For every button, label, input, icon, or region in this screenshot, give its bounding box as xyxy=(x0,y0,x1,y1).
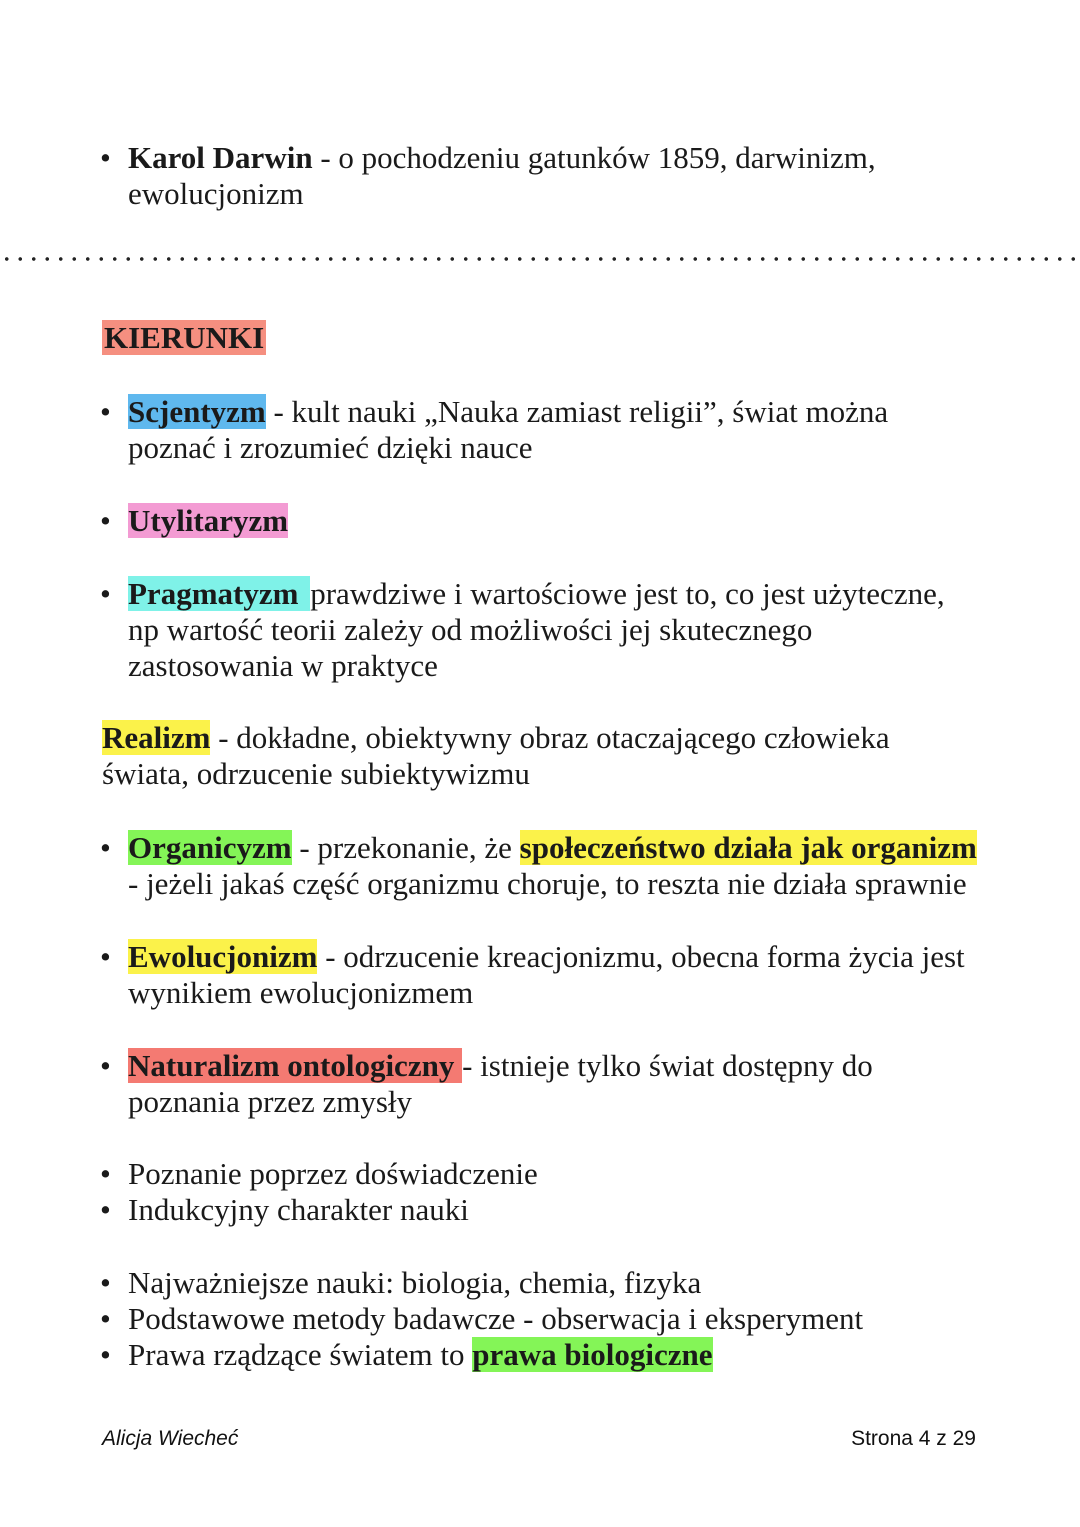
ewolucjonizm-term: Ewolucjonizm xyxy=(128,939,318,974)
realizm-text-2: świata, odrzucenie subiektywizmu xyxy=(102,756,530,791)
realizm-text: - dokładne, obiektywny obraz otaczającego człowieka xyxy=(210,720,890,755)
darwin-item xyxy=(128,140,1028,212)
darwin-text: - o pochodzeniu gatunków 1859, darwinizm, xyxy=(312,140,876,175)
organicyzm-text-2: - jeżeli jakaś część organizmu choruje, to reszta nie działa sprawnie xyxy=(128,866,967,901)
bullet: • xyxy=(100,830,111,865)
bullet: • xyxy=(100,140,111,175)
bullet: • xyxy=(100,576,111,611)
utylitaryzm-term: Utylitaryzm xyxy=(128,503,289,538)
footer-page-number: Strona 4 z 29 xyxy=(851,1427,976,1450)
scjentyzm-term: Scjentyzm xyxy=(128,394,266,429)
footer-author: Alicja Wiecheć xyxy=(102,1427,239,1450)
scjentyzm-text-2: poznać i zrozumieć dzięki nauce xyxy=(128,430,533,465)
bullet: • xyxy=(100,939,111,974)
scjentyzm-text: - kult nauki „Nauka zamiast religii”, świat można xyxy=(265,394,889,429)
realizm-paragraph xyxy=(102,720,1002,792)
ewolucjonizm-text: - odrzucenie kreacjonizmu, obecna forma życia jest xyxy=(317,939,965,974)
naturalizm-term: Naturalizm ontologiczny xyxy=(128,1048,463,1083)
pragmatyzm-term: Pragmatyzm xyxy=(128,576,310,611)
pragmatyzm-text: prawdziwe i wartościowe jest to, co jest użyteczne, xyxy=(310,576,945,611)
darwin-text-2: ewolucjonizm xyxy=(128,176,304,211)
ewolucjonizm-text-2: wynikiem ewolucjonizmem xyxy=(128,975,474,1010)
pragmatyzm-item xyxy=(128,576,1028,684)
list-item-text: Prawa rządzące światem to xyxy=(128,1337,473,1372)
dotted-separator xyxy=(0,256,1080,262)
pragmatyzm-text-3: zastosowania w praktyce xyxy=(128,648,438,683)
realizm-term: Realizm xyxy=(102,720,211,755)
bullet: • xyxy=(100,503,111,538)
heading-text: KIERUNKI xyxy=(104,320,265,355)
utylitaryzm-item xyxy=(128,503,1028,539)
laws-highlight: prawa biologiczne xyxy=(472,1337,713,1372)
list-item: Indukcyjny charakter nauki xyxy=(128,1192,469,1227)
naturalizm-item xyxy=(128,1048,1028,1120)
naturalizm-text-2: poznania przez zmysły xyxy=(128,1084,413,1119)
organicyzm-term: Organicyzm xyxy=(128,830,292,865)
bullet: • xyxy=(100,1192,111,1227)
bullet: • xyxy=(100,1265,111,1300)
bullet: • xyxy=(100,1156,111,1191)
ewolucjonizm-item xyxy=(128,939,1028,1011)
bullet: • xyxy=(100,1301,111,1336)
scjentyzm-item xyxy=(128,394,1028,466)
bullet: • xyxy=(100,1048,111,1083)
darwin-term: Karol Darwin xyxy=(128,140,313,175)
organicyzm-item xyxy=(128,830,1048,902)
list-item xyxy=(128,1337,1028,1373)
list-item: Podstawowe metody badawcze - obserwacja i eksperyment xyxy=(128,1301,864,1336)
organicyzm-highlight: społeczeństwo działa jak organizm xyxy=(519,830,977,865)
list-item: Poznanie poprzez doświadczenie xyxy=(128,1156,538,1191)
section-heading xyxy=(102,320,266,356)
bullet: • xyxy=(100,394,111,429)
bullet: • xyxy=(100,1337,111,1372)
list-item: Najważniejsze nauki: biologia, chemia, fizyka xyxy=(128,1265,702,1300)
organicyzm-text: - przekonanie, że xyxy=(291,830,520,865)
naturalizm-text: - istnieje tylko świat dostępny do xyxy=(462,1048,873,1083)
pragmatyzm-text-2: np wartość teorii zależy od możliwości jej skutecznego xyxy=(128,612,813,647)
